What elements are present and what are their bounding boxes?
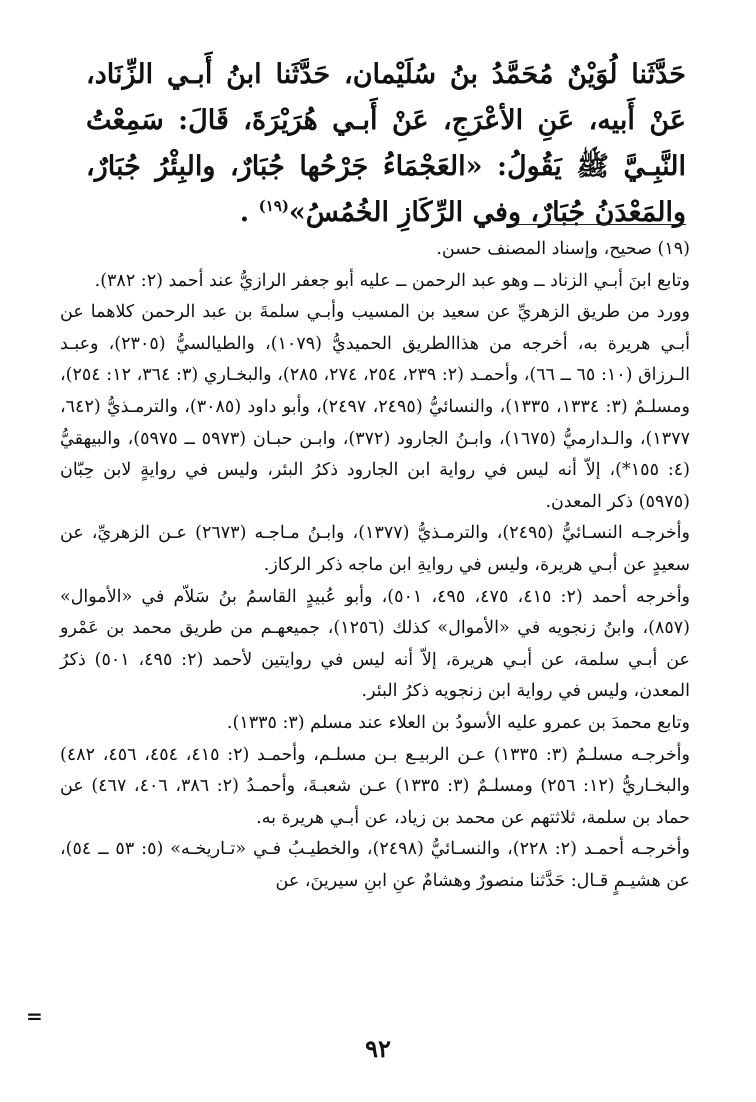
footnote-paragraph: وأخرجـه مسلـمٌ (٣: ١٣٣٥) عـن الربيـع بـن مسلـم، وأحمـد (٢: ٤١٥، ٤٥٤، ٤٥٦، ٤٨٢) والبخـاريُّ (١٢: ٢٥٦) ومسلـمٌ (٣: ١٣٣٥) عـن شعبـةَ، وأحمـدُ (٢: ٣٨٦، ٤٠٦، ٤٦٧) عن حماد بن سلمة، ثلاثتهم عن محمد بن زياد، عن أبـي هريرة به. — [60, 744, 690, 828]
hadith-end-mark: . — [239, 197, 259, 228]
footnote-paragraph: وأخرجـه أحمـد (٢: ٢٢٨)، والنسـائيُّ (٢٤٩٨)، والخطيـبُ فـي «تـاريخـه» (٥: ٥٣ ــ ٥٤)، عن هشيـمٍ قـال: حَدَّثنا منصورٌ وهشامٌ عنِ ابنِ سيرينَ، عن — [60, 839, 690, 891]
footnote-paragraph: (١٩) صحيح، وإسناد المصنف حسن. — [436, 239, 690, 259]
footnote-paragraph: وأخرجه أحمد (٢: ٤١٥، ٤٧٥، ٤٩٥، ٥٠١)، وأبو عُبيدٍ القاسمُ بنُ سَلاّم في «الأموال» (٨٥٧)، وابنُ زنجويه في «الأموال» كذلك (١٢٥٦)، جميعهـم من طريق محمد بن عَمْرو عن أبـي سلمة، عن أبـي هريرة، إلاّ أنه ليس في روايتين لأحمد (٢: ٤٩٥، ٥٠١) ذكرُ المعدن، وليس في رواية ابن زنجويه ذكرُ البئر. — [60, 586, 691, 702]
hadith-text: حَدَّثَنا لُوَيْنٌ مُحَمَّدُ بنُ سُلَيْمان، حَدَّثَنا ابنُ أَبـي الزِّنَاد، عَنْ أَبيه، عَنِ الأعْرَجِ، عَنْ أَبـي هُرَيْرَةَ، قَالَ: سَمِعْتُ النَّبِـيَّ ﷺ يَقُولُ: «العَجْمَاءُ جَرْحُها جُبَارٌ، والبِئْرُ جُبَارٌ، والمَعْدَنُ جُبَارٌ، وفي الرِّكَازِ الخُمُسُ» — [86, 59, 686, 228]
footnote-paragraph: وأخرجـه النسـائيُّ (٢٤٩٥)، والترمـذيُّ (١٣٧٧)، وابـنُ مـاجـه (٢٦٧٣) عـن الزهريِّ، عن سعيدٍ عن أبـي هريرة، وليس في روايةِ ابن ماجه ذكر الركاز. — [60, 523, 690, 575]
footnote-paragraph: وتابع محمدَ بن عمرو عليه الأسودُ بن العلاء عند مسلم (٣: ١٣٣٥). — [226, 712, 690, 733]
footnotes-block — [60, 234, 690, 897]
page-number: ٩٢ — [365, 1034, 391, 1063]
hadith-text-block — [86, 52, 686, 236]
footnote-paragraph: وورد من طريق الزهريِّ عن سعيد بن المسيب وأبـي سلمةَ بن عبد الرحمن كلاهما عن أبـي هريرة به، أخرجه من هذاالطريق الحميديُّ (١٠٧٩)، والطيالسيُّ (٢٣٠٥)، وعبـد الـرزاق (١٠: ٦٥ ــ ٦٦)، وأحمـد (٢: ٢٣٩، ٢٥٤، ٢٧٤، ٢٨٥)، والبخـاري (٣: ٣٦٤، ١٢: ٢٥٤)، ومسلـمٌ (٣: ١٣٣٤، ١٣٣٥)، والنسائيُّ (٢٤٩٥، ٢٤٩٧)، وأبو داود (٣٠٨٥)، والترمـذيُّ (٦٤٢، ١٣٧٧)، والـدارميُّ (١٦٧٥)، وابـنُ الجارود (٣٧٢)، وابـن حبـان (٥٩٧٣ ــ ٥٩٧٥)، والبيهقيُّ (٤: ١٥٥*)، إلاّ أنه ليس في رواية ابن الجارود ذكرُ البئر، وليس في روايةٍ لابن حِبّان (٥٩٧٥) ذكر المعدن. — [60, 302, 690, 512]
footnote-paragraph: وتابع ابنَ أبـي الزناد ــ وهو عبد الرحمن ــ عليه أبو جعفر الرازيُّ عند أحمد (٢: ٣٨٢). — [94, 270, 690, 291]
footnote-separator-line — [506, 224, 686, 225]
continuation-mark: = — [26, 1004, 43, 1028]
footnote-reference: (١٩) — [258, 197, 289, 215]
